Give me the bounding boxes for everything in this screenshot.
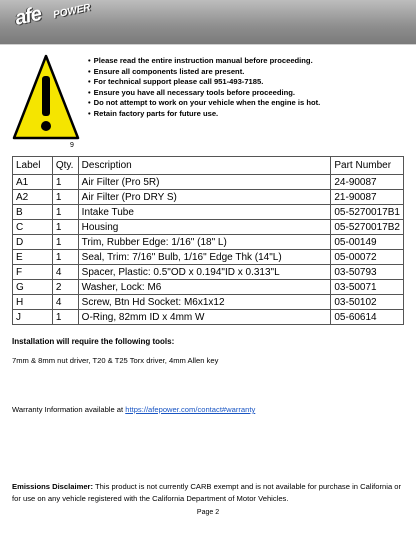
warning-item: • Ensure all components listed are present. <box>88 67 320 78</box>
table-row <box>13 310 404 325</box>
cell-qty: 1 <box>52 190 78 205</box>
table-row <box>13 295 404 310</box>
warranty-info <box>12 405 255 414</box>
cell-label: A1 <box>13 175 53 190</box>
warning-item: • For technical support please call 951-493-7185. <box>88 77 320 88</box>
warning-item: • Do not attempt to work on your vehicle when the engine is hot. <box>88 98 320 109</box>
cell-part-number: 05-60614 <box>331 310 404 325</box>
logo-afe-text: afe <box>13 2 44 30</box>
warning-icon-number: 9 <box>70 142 74 149</box>
table-row <box>13 220 404 235</box>
table-row <box>13 280 404 295</box>
cell-qty: 1 <box>52 220 78 235</box>
cell-qty: 4 <box>52 295 78 310</box>
table-row <box>13 190 404 205</box>
cell-part-number: 05-00072 <box>331 250 404 265</box>
table-row <box>13 265 404 280</box>
cell-qty: 1 <box>52 205 78 220</box>
cell-description: Air Filter (Pro 5R) <box>78 175 331 190</box>
cell-label: A2 <box>13 190 53 205</box>
cell-qty: 1 <box>52 235 78 250</box>
emissions-disclaimer <box>12 481 407 504</box>
warning-item: • Please read the entire instruction manual before proceeding. <box>88 56 320 67</box>
cell-description: Air Filter (Pro DRY S) <box>78 190 331 205</box>
cell-label: E <box>13 250 53 265</box>
cell-label: F <box>13 265 53 280</box>
warning-item: • Ensure you have all necessary tools before proceeding. <box>88 88 320 99</box>
col-header-description: Description <box>78 157 331 175</box>
col-header-label: Label <box>13 157 53 175</box>
cell-label: G <box>13 280 53 295</box>
cell-description: Spacer, Plastic: 0.5"OD x 0.194"ID x 0.313"L <box>78 265 331 280</box>
cell-label: B <box>13 205 53 220</box>
cell-description: O-Ring, 82mm ID x 4mm W <box>78 310 331 325</box>
cell-part-number: 05-00149 <box>331 235 404 250</box>
warning-triangle-icon <box>12 54 80 140</box>
cell-label: C <box>13 220 53 235</box>
col-header-qty: Qty. <box>52 157 78 175</box>
cell-part-number: 05-5270017B1 <box>331 205 404 220</box>
cell-label: H <box>13 295 53 310</box>
cell-label: J <box>13 310 53 325</box>
tools-heading: Installation will require the following tools: <box>12 337 175 346</box>
header-divider <box>0 44 416 45</box>
table-row <box>13 250 404 265</box>
cell-qty: 1 <box>52 250 78 265</box>
cell-description: Washer, Lock: M6 <box>78 280 331 295</box>
warranty-text: Warranty Information available at <box>12 405 126 414</box>
page-number: Page 2 <box>196 509 220 516</box>
col-header-part-number: Part Number <box>331 157 404 175</box>
cell-qty: 1 <box>52 175 78 190</box>
disclaimer-text: This product is not currently CARB exempt and is not available for purchase in California or for use on any vehicle registered with the California Department of Motor Vehicles. <box>12 482 402 503</box>
parts-table <box>12 156 404 325</box>
warranty-link[interactable]: https://afepower.com/contact#warranty <box>125 405 256 414</box>
cell-part-number: 03-50071 <box>331 280 404 295</box>
cell-part-number: 03-50793 <box>331 265 404 280</box>
cell-description: Housing <box>78 220 331 235</box>
tools-list: 7mm & 8mm nut driver, T20 & T25 Torx driver, 4mm Allen key <box>12 356 219 365</box>
warning-item: • Retain factory parts for future use. <box>88 109 320 120</box>
table-header-row <box>13 157 404 175</box>
cell-part-number: 03-50102 <box>331 295 404 310</box>
cell-part-number: 21-90087 <box>331 190 404 205</box>
cell-description: Trim, Rubber Edge: 1/16" (18" L) <box>78 235 331 250</box>
cell-qty: 4 <box>52 265 78 280</box>
cell-description: Screw, Btn Hd Socket: M6x1x12 <box>78 295 331 310</box>
cell-qty: 1 <box>52 310 78 325</box>
cell-description: Intake Tube <box>78 205 331 220</box>
table-row <box>13 175 404 190</box>
table-row <box>13 235 404 250</box>
cell-qty: 2 <box>52 280 78 295</box>
cell-part-number: 24-90087 <box>331 175 404 190</box>
warning-list <box>88 56 320 120</box>
cell-part-number: 05-5270017B2 <box>331 220 404 235</box>
cell-label: D <box>13 235 53 250</box>
disclaimer-label: Emissions Disclaimer: <box>12 482 94 491</box>
cell-description: Seal, Trim: 7/16" Bulb, 1/16" Edge Thk (14"L) <box>78 250 331 265</box>
table-row <box>13 205 404 220</box>
logo-power-text: POWER <box>52 2 92 21</box>
